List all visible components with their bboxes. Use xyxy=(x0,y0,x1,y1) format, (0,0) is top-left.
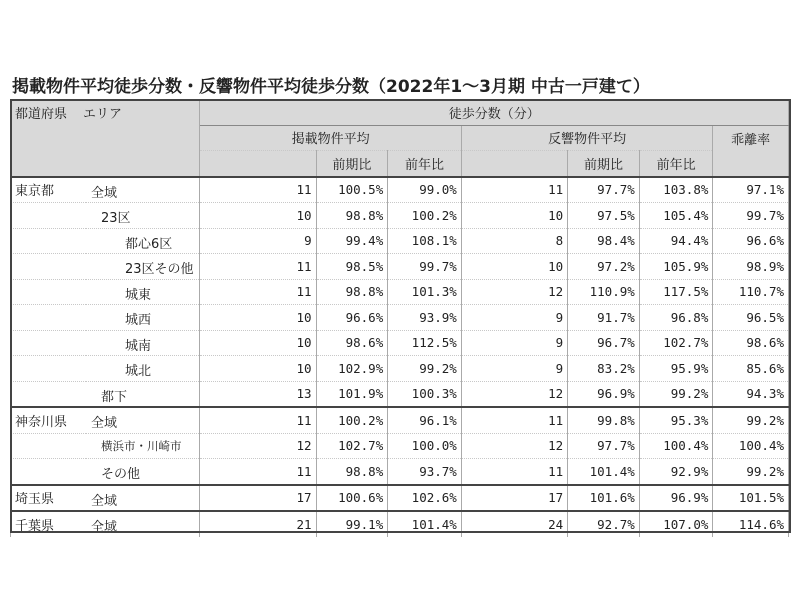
table-row xyxy=(11,433,789,459)
row-label xyxy=(11,254,200,280)
cell-r-yoy: 100.4% xyxy=(639,433,713,459)
cell-l-yoy: 112.5% xyxy=(388,330,462,356)
cell-r-yoy: 95.3% xyxy=(639,407,713,433)
cell-r-min: 11 xyxy=(461,177,567,203)
cell-l-min: 11 xyxy=(200,254,316,280)
cell-r-min: 9 xyxy=(461,330,567,356)
cell-r-yoy: 102.7% xyxy=(639,330,713,356)
cell-l-min: 13 xyxy=(200,381,316,407)
cell-r-min: 10 xyxy=(461,254,567,280)
row-label xyxy=(11,177,200,203)
cell-gap: 101.5% xyxy=(713,485,789,512)
row-label xyxy=(11,407,200,433)
table-row xyxy=(11,485,789,512)
cell-l-qoq: 99.1% xyxy=(316,511,388,537)
row-label xyxy=(11,511,200,537)
header-pref: 都道府県 xyxy=(15,107,68,122)
cell-r-qoq: 96.9% xyxy=(568,381,640,407)
row-label xyxy=(11,356,200,382)
cell-r-qoq: 97.5% xyxy=(568,203,640,229)
cell-l-min: 10 xyxy=(200,203,316,229)
cell-r-qoq: 110.9% xyxy=(568,279,640,305)
header-walk: 徒歩分数（分） xyxy=(200,100,789,126)
header-response-yoy: 前年比 xyxy=(639,151,713,177)
cell-r-min: 24 xyxy=(461,511,567,537)
cell-r-yoy: 99.2% xyxy=(639,381,713,407)
cell-l-min: 11 xyxy=(200,459,316,485)
header-response-min xyxy=(461,151,567,177)
header-listing-yoy: 前年比 xyxy=(388,151,462,177)
table-row xyxy=(11,177,789,203)
cell-l-qoq: 102.9% xyxy=(316,356,388,382)
cell-gap: 98.9% xyxy=(713,254,789,280)
cell-r-qoq: 101.4% xyxy=(568,459,640,485)
area-label: その他 xyxy=(101,467,141,482)
cell-r-min: 12 xyxy=(461,381,567,407)
cell-r-min: 12 xyxy=(461,433,567,459)
cell-l-qoq: 102.7% xyxy=(316,433,388,459)
cell-l-qoq: 100.5% xyxy=(316,177,388,203)
cell-r-yoy: 92.9% xyxy=(639,459,713,485)
cell-gap: 99.7% xyxy=(713,203,789,229)
area-label: 23区 xyxy=(101,211,131,226)
pref-label: 埼玉県 xyxy=(15,492,55,508)
row-label xyxy=(11,459,200,485)
cell-r-min: 9 xyxy=(461,305,567,331)
area-label: 城北 xyxy=(125,364,152,379)
cell-l-yoy: 101.4% xyxy=(388,511,462,537)
cell-l-min: 21 xyxy=(200,511,316,537)
header-response-qoq: 前期比 xyxy=(568,151,640,177)
pref-label: 千葉県 xyxy=(15,518,55,534)
header-listing-min xyxy=(200,151,316,177)
cell-l-yoy: 99.2% xyxy=(388,356,462,382)
table-row xyxy=(11,330,789,356)
row-label xyxy=(11,203,200,229)
cell-r-qoq: 96.7% xyxy=(568,330,640,356)
cell-gap: 110.7% xyxy=(713,279,789,305)
cell-r-qoq: 97.7% xyxy=(568,177,640,203)
cell-l-min: 9 xyxy=(200,228,316,254)
cell-gap: 100.4% xyxy=(713,433,789,459)
cell-r-qoq: 99.8% xyxy=(568,407,640,433)
table-row xyxy=(11,356,789,382)
cell-r-yoy: 117.5% xyxy=(639,279,713,305)
cell-r-min: 11 xyxy=(461,459,567,485)
cell-r-min: 17 xyxy=(461,485,567,512)
cell-l-min: 17 xyxy=(200,485,316,512)
cell-gap: 85.6% xyxy=(713,356,789,382)
cell-l-qoq: 98.8% xyxy=(316,203,388,229)
cell-r-qoq: 92.7% xyxy=(568,511,640,537)
area-label: 全域 xyxy=(91,416,118,431)
cell-r-yoy: 96.9% xyxy=(639,485,713,512)
cell-gap: 99.2% xyxy=(713,459,789,485)
table-row xyxy=(11,381,789,407)
page-title: 掲載物件平均徒歩分数・反響物件平均徒歩分数（2022年1～3月期 中古一戸建て） xyxy=(12,77,650,97)
row-label xyxy=(11,485,200,512)
cell-l-yoy: 101.3% xyxy=(388,279,462,305)
cell-l-qoq: 98.8% xyxy=(316,459,388,485)
table-row xyxy=(11,203,789,229)
area-label: 城東 xyxy=(125,287,152,303)
cell-l-qoq: 100.2% xyxy=(316,407,388,433)
row-label xyxy=(11,381,200,407)
table-row xyxy=(11,459,789,485)
cell-gap: 99.2% xyxy=(713,407,789,433)
header-row-1 xyxy=(11,100,789,126)
table-row xyxy=(11,279,789,305)
cell-r-min: 11 xyxy=(461,407,567,433)
cell-l-yoy: 102.6% xyxy=(388,485,462,512)
header-listing-qoq: 前期比 xyxy=(316,151,388,177)
table-body xyxy=(11,177,789,537)
cell-l-min: 11 xyxy=(200,407,316,433)
pref-label: 東京都 xyxy=(15,184,55,200)
area-label: 全域 xyxy=(91,493,118,509)
cell-l-min: 12 xyxy=(200,433,316,459)
cell-r-qoq: 97.7% xyxy=(568,433,640,459)
area-label: 横浜市・川崎市 xyxy=(101,438,182,453)
row-label xyxy=(11,330,200,356)
cell-l-yoy: 93.9% xyxy=(388,305,462,331)
cell-r-qoq: 98.4% xyxy=(568,228,640,254)
cell-l-min: 10 xyxy=(200,356,316,382)
table-row xyxy=(11,305,789,331)
cell-r-qoq: 97.2% xyxy=(568,254,640,280)
header-gap: 乖離率 xyxy=(713,125,789,177)
cell-l-min: 10 xyxy=(200,330,316,356)
cell-l-qoq: 99.4% xyxy=(316,228,388,254)
cell-l-yoy: 100.3% xyxy=(388,381,462,407)
cell-r-qoq: 83.2% xyxy=(568,356,640,382)
header-area: エリア xyxy=(83,107,123,122)
cell-r-min: 8 xyxy=(461,228,567,254)
cell-r-yoy: 105.4% xyxy=(639,203,713,229)
walk-time-table xyxy=(10,99,789,537)
header-response: 反響物件平均 xyxy=(461,125,713,151)
cell-l-min: 11 xyxy=(200,279,316,305)
area-label: 都心6区 xyxy=(125,236,173,252)
cell-l-yoy: 100.0% xyxy=(388,433,462,459)
table-row xyxy=(11,228,789,254)
cell-r-yoy: 96.8% xyxy=(639,305,713,331)
cell-gap: 114.6% xyxy=(713,511,789,537)
cell-r-min: 12 xyxy=(461,279,567,305)
pref-label: 神奈川県 xyxy=(15,414,68,430)
row-label xyxy=(11,433,200,459)
cell-gap: 96.5% xyxy=(713,305,789,331)
cell-r-min: 10 xyxy=(461,203,567,229)
cell-l-yoy: 96.1% xyxy=(388,407,462,433)
cell-l-yoy: 100.2% xyxy=(388,203,462,229)
cell-r-yoy: 94.4% xyxy=(639,228,713,254)
table-row xyxy=(11,254,789,280)
area-label: 23区その他 xyxy=(125,262,194,277)
cell-r-qoq: 101.6% xyxy=(568,485,640,512)
header-pref-area xyxy=(11,100,200,177)
cell-gap: 97.1% xyxy=(713,177,789,203)
header-listing: 掲載物件平均 xyxy=(200,125,461,151)
cell-l-qoq: 98.8% xyxy=(316,279,388,305)
cell-r-yoy: 95.9% xyxy=(639,356,713,382)
table-row xyxy=(11,407,789,433)
area-label: 都下 xyxy=(101,389,128,405)
cell-r-yoy: 107.0% xyxy=(639,511,713,537)
row-label xyxy=(11,305,200,331)
cell-r-yoy: 103.8% xyxy=(639,177,713,203)
table-row xyxy=(11,511,789,537)
area-label: 全域 xyxy=(91,520,118,535)
cell-l-yoy: 99.0% xyxy=(388,177,462,203)
cell-l-min: 10 xyxy=(200,305,316,331)
area-label: 城西 xyxy=(125,313,152,328)
cell-l-yoy: 93.7% xyxy=(388,459,462,485)
cell-l-yoy: 99.7% xyxy=(388,254,462,280)
cell-l-qoq: 101.9% xyxy=(316,381,388,407)
cell-l-qoq: 96.6% xyxy=(316,305,388,331)
row-label xyxy=(11,228,200,254)
cell-l-qoq: 98.5% xyxy=(316,254,388,280)
area-label: 全域 xyxy=(91,185,118,201)
row-label xyxy=(11,279,200,305)
cell-l-qoq: 98.6% xyxy=(316,330,388,356)
cell-l-min: 11 xyxy=(200,177,316,203)
area-label: 城南 xyxy=(125,338,152,354)
cell-r-min: 9 xyxy=(461,356,567,382)
cell-r-qoq: 91.7% xyxy=(568,305,640,331)
cell-l-yoy: 108.1% xyxy=(388,228,462,254)
cell-gap: 94.3% xyxy=(713,381,789,407)
cell-gap: 96.6% xyxy=(713,228,789,254)
cell-r-yoy: 105.9% xyxy=(639,254,713,280)
cell-gap: 98.6% xyxy=(713,330,789,356)
cell-l-qoq: 100.6% xyxy=(316,485,388,512)
